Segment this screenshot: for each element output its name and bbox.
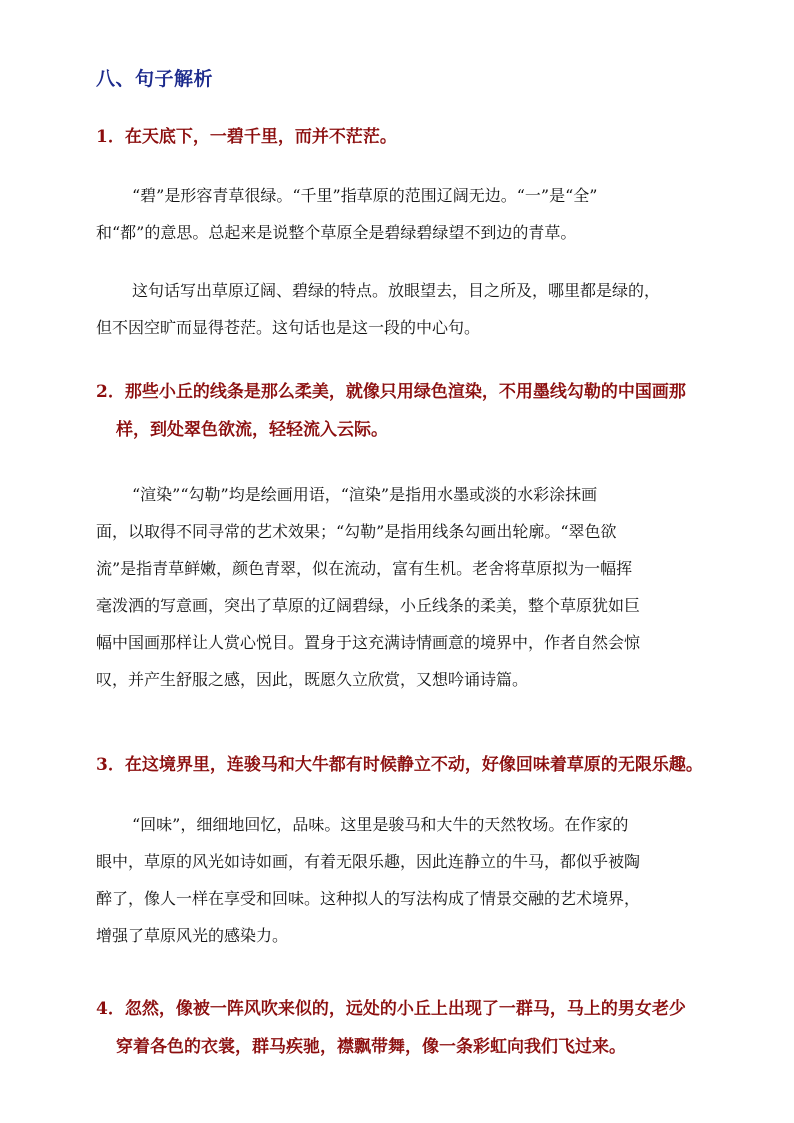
paragraph-line: 幅中国画那样让人赏心悦目。置身于这充满诗情画意的境界中，作者自然会惊 [96,633,641,652]
paragraph-line: 叹，并产生舒服之感，因此，既愿久立欣赏，又想吟诵诗篇。 [96,670,529,689]
paragraph-line: 增强了草原风光的感染力。 [96,926,289,945]
paragraph-line: 这句话写出草原辽阔、碧绿的特点。放眼望去，目之所及，哪里都是绿的， [132,281,661,300]
section-title: 八、句子解析 [96,68,214,90]
item-2-paragraph-1 [96,476,750,698]
item-2-heading-line2: 样，到处翠色欲流，轻轻流入云际。 [116,420,388,440]
item-4-heading-line1: 4．忽然，像被一阵风吹来似的，远处的小丘上出现了一群马，马上的男女老少 [96,999,686,1019]
paragraph-line: 但不因空旷而显得苍茫。这句话也是这一段的中心句。 [96,318,481,337]
paragraph-line: 醉了，像人一样在享受和回味。这种拟人的写法构成了情景交融的艺术境界， [96,889,641,908]
paragraph-line: “回味”，细细地回忆，品味。这里是骏马和大牛的天然牧场。在作家的 [132,815,629,834]
paragraph-line: “渲染”“勾勒”均是绘画用语，“渲染”是指用水墨或淡的水彩涂抹画 [132,485,598,504]
item-1-paragraph-2 [96,272,750,346]
item-1-paragraph-1 [96,177,750,251]
item-4-heading-line2: 穿着各色的衣裳，群马疾驰，襟飘带舞，像一条彩虹向我们飞过来。 [116,1037,626,1057]
item-4-heading [96,990,750,1066]
item-3-paragraph-1 [96,806,750,954]
item-3-heading-line1: 3．在这境界里，连骏马和大牛都有时候静立不动，好像回味着草原的无限乐趣。 [96,755,703,775]
item-1-heading-line1: 1．在天底下，一碧千里，而并不茫茫。 [96,127,397,147]
paragraph-line: 流”是指青草鲜嫩，颜色青翠，似在流动，富有生机。老舍将草原拟为一幅挥 [96,559,633,578]
paragraph-line: 眼中，草原的风光如诗如画，有着无限乐趣，因此连静立的牛马，都似乎被陶 [96,852,641,871]
paragraph-line: 毫泼洒的写意画，突出了草原的辽阔碧绿，小丘线条的柔美，整个草原犹如巨 [96,596,641,615]
paragraph-line: “碧”是形容青草很绿。“千里”指草原的范围辽阔无边。“一”是“全” [132,186,598,205]
item-3-heading [96,746,750,784]
item-1-heading [96,118,750,156]
paragraph-line: 和“都”的意思。总起来是说整个草原全是碧绿碧绿望不到边的青草。 [96,223,577,242]
item-2-heading [96,373,750,449]
paragraph-line: 面，以取得不同寻常的艺术效果；“勾勒”是指用线条勾画出轮廓。“翠色欲 [96,522,617,541]
item-2-heading-line1: 2．那些小丘的线条是那么柔美，就像只用绿色渲染，不用墨线勾勒的中国画那 [96,382,686,402]
